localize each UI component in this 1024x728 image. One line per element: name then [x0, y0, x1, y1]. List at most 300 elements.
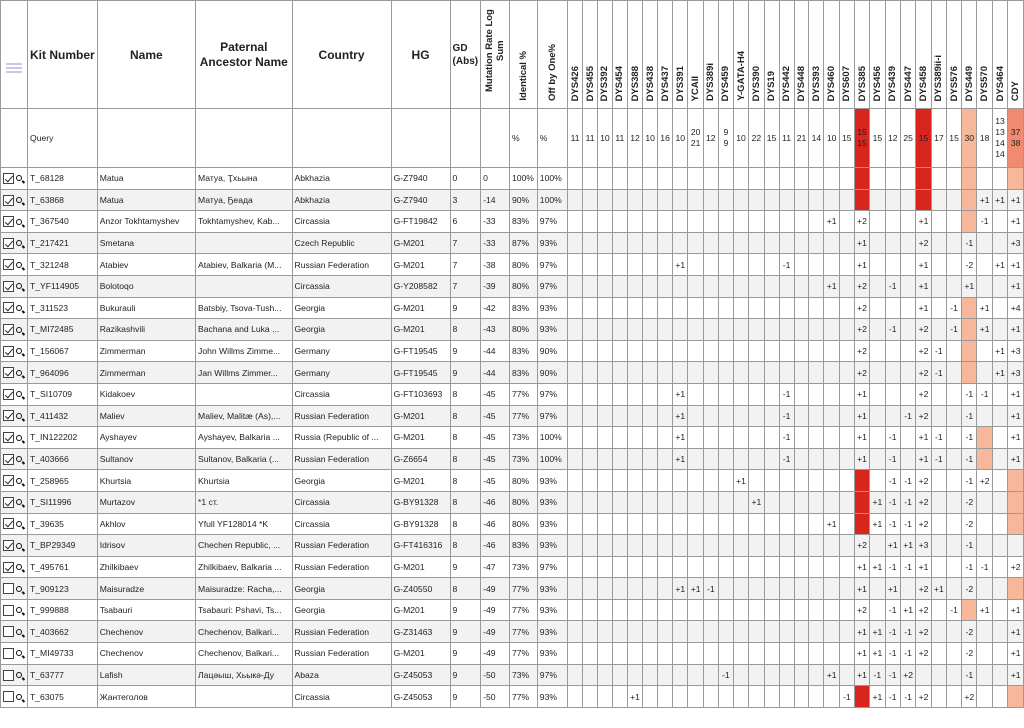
- paternal-ancestor: Матуа, Ҭхьына: [196, 168, 292, 190]
- marker-diff: [718, 621, 733, 643]
- off-by-one-percent: 93%: [537, 643, 567, 665]
- row-checkbox[interactable]: [3, 605, 14, 616]
- marker-diff: [627, 664, 642, 686]
- row-checkbox[interactable]: [3, 216, 14, 227]
- marker-diff: [794, 297, 809, 319]
- marker-diff: [597, 643, 612, 665]
- marker-diff: [688, 491, 703, 513]
- marker-diff: [794, 340, 809, 362]
- marker-header-dys456[interactable]: DYS456: [870, 1, 885, 109]
- marker-diff: +2: [916, 319, 931, 341]
- marker-diff: [764, 556, 779, 578]
- gd-header[interactable]: GD (Abs): [450, 1, 481, 109]
- table-row[interactable]: [1, 535, 1024, 557]
- mutation-rate: -47: [481, 556, 510, 578]
- marker-diff: -1: [900, 405, 915, 427]
- magnifier-icon[interactable]: [16, 370, 22, 376]
- marker-diff: [627, 383, 642, 405]
- marker-diff: [870, 232, 885, 254]
- magnifier-icon[interactable]: [16, 348, 22, 354]
- row-select-cell: [1, 189, 28, 211]
- table-row[interactable]: [1, 427, 1024, 449]
- row-checkbox[interactable]: [3, 302, 14, 313]
- marker-header-dys392[interactable]: DYS392: [597, 1, 612, 109]
- marker-diff: [779, 319, 794, 341]
- marker-diff: [583, 578, 598, 600]
- query-marker-value: [977, 109, 992, 168]
- mutation-rate: -14: [481, 189, 510, 211]
- marker-diff: [718, 211, 733, 233]
- country: Czech Republic: [292, 232, 391, 254]
- marker-diff: [612, 556, 627, 578]
- marker-header-dys447[interactable]: DYS447: [900, 1, 915, 109]
- marker-diff: [673, 556, 688, 578]
- marker-header-cdy[interactable]: CDY: [1008, 1, 1024, 109]
- marker-diff: [643, 340, 658, 362]
- marker-header-dys442[interactable]: DYS442: [779, 1, 794, 109]
- magnifier-icon[interactable]: [16, 197, 22, 203]
- marker-diff: [809, 621, 824, 643]
- row-checkbox[interactable]: [3, 497, 14, 508]
- marker-diff: [779, 189, 794, 211]
- row-checkbox[interactable]: [3, 346, 14, 357]
- magnifier-icon[interactable]: [16, 564, 22, 570]
- query-marker-digit: 15: [842, 132, 852, 143]
- table-row[interactable]: [1, 578, 1024, 600]
- mutation-rate: -45: [481, 470, 510, 492]
- marker-diff: [627, 340, 642, 362]
- magnifier-icon[interactable]: [16, 672, 22, 678]
- marker-diff: [749, 643, 764, 665]
- marker-diff: [992, 319, 1007, 341]
- paternal-ancestor: Maisuradze: Racha,...: [196, 578, 292, 600]
- magnifier-icon[interactable]: [16, 543, 22, 549]
- marker-diff: +1: [627, 686, 642, 708]
- row-checkbox[interactable]: [3, 281, 14, 292]
- magnifier-icon[interactable]: [16, 219, 22, 225]
- marker-diff: [900, 362, 915, 384]
- row-checkbox[interactable]: [3, 691, 14, 702]
- query-marker-value: [612, 109, 627, 168]
- marker-header-dys448[interactable]: DYS448: [794, 1, 809, 109]
- row-checkbox[interactable]: [3, 540, 14, 551]
- query-marker-digit: 9: [723, 127, 729, 137]
- marker-header-dys460[interactable]: DYS460: [824, 1, 839, 109]
- marker-diff: [885, 189, 900, 211]
- marker-diff: [583, 643, 598, 665]
- kit-number: T_63868: [28, 189, 98, 211]
- marker-diff: [658, 578, 673, 600]
- table-row[interactable]: [1, 189, 1024, 211]
- row-checkbox[interactable]: [3, 173, 14, 184]
- marker-diff: -1: [977, 556, 992, 578]
- marker-header-dys438[interactable]: DYS438: [643, 1, 658, 109]
- marker-diff: [870, 578, 885, 600]
- table-row[interactable]: [1, 556, 1024, 578]
- marker-diff: [688, 470, 703, 492]
- identical-percent: 73%: [509, 664, 537, 686]
- marker-diff: [764, 362, 779, 384]
- marker-diff: -1: [885, 599, 900, 621]
- marker-diff: [931, 319, 946, 341]
- marker-diff: [703, 383, 718, 405]
- gd-value: 9: [450, 686, 481, 708]
- marker-diff: [673, 362, 688, 384]
- table-row[interactable]: [1, 319, 1024, 341]
- marker-diff: [1008, 686, 1024, 708]
- magnifier-icon[interactable]: [16, 283, 22, 289]
- kit-number: T_SI11996: [28, 491, 98, 513]
- marker-diff: -1: [931, 427, 946, 449]
- marker-header-dys389ii-i[interactable]: DYS389ii-i: [931, 1, 946, 109]
- marker-header-dys454[interactable]: DYS454: [612, 1, 627, 109]
- row-checkbox[interactable]: [3, 648, 14, 659]
- magnifier-icon[interactable]: [16, 305, 22, 311]
- marker-diff: [977, 491, 992, 513]
- kit-number: T_403662: [28, 621, 98, 643]
- paternal-ancestor: [196, 686, 292, 708]
- marker-diff: [718, 491, 733, 513]
- marker-header-dys449[interactable]: DYS449: [962, 1, 977, 109]
- country-header[interactable]: Country: [292, 1, 391, 109]
- query-marker-value: [583, 109, 598, 168]
- marker-header-dys388[interactable]: DYS388: [627, 1, 642, 109]
- marker-diff: [870, 405, 885, 427]
- marker-diff: +1: [854, 578, 869, 600]
- marker-diff: [749, 297, 764, 319]
- table-row[interactable]: [1, 686, 1024, 708]
- row-checkbox[interactable]: [3, 454, 14, 465]
- row-checkbox[interactable]: [3, 562, 14, 573]
- marker-diff: [583, 427, 598, 449]
- marker-diff: [870, 535, 885, 557]
- magnifier-icon[interactable]: [16, 327, 22, 333]
- marker-diff: -1: [947, 599, 962, 621]
- table-row[interactable]: [1, 643, 1024, 665]
- marker-diff: -1: [962, 664, 977, 686]
- marker-diff: [824, 643, 839, 665]
- row-select-cell: [1, 319, 28, 341]
- marker-diff: -1: [962, 383, 977, 405]
- marker-diff: [749, 470, 764, 492]
- row-checkbox[interactable]: [3, 324, 14, 335]
- identical-percent: 77%: [509, 405, 537, 427]
- hg-header[interactable]: HG: [391, 1, 450, 109]
- marker-diff: -1: [885, 664, 900, 686]
- table-row[interactable]: [1, 513, 1024, 535]
- table-row[interactable]: [1, 664, 1024, 686]
- table-row[interactable]: [1, 340, 1024, 362]
- magnifier-icon[interactable]: [16, 607, 22, 613]
- marker-diff: [703, 448, 718, 470]
- marker-diff: [612, 643, 627, 665]
- paternal-ancestor-header[interactable]: Paternal Ancestor Name: [196, 1, 292, 109]
- marker-header-dys459[interactable]: DYS459: [718, 1, 733, 109]
- magnifier-icon[interactable]: [16, 499, 22, 505]
- row-checkbox[interactable]: [3, 195, 14, 206]
- paternal-ancestor: Ayshayev, Balkaria ...: [196, 427, 292, 449]
- marker-diff: [749, 232, 764, 254]
- marker-diff: [612, 513, 627, 535]
- magnifier-icon[interactable]: [16, 650, 22, 656]
- kit-number: T_MI49733: [28, 643, 98, 665]
- identical-percent: 80%: [509, 275, 537, 297]
- row-checkbox[interactable]: [3, 432, 14, 443]
- magnifier-icon[interactable]: [16, 694, 22, 700]
- magnifier-icon[interactable]: [16, 262, 22, 268]
- magnifier-icon[interactable]: [16, 240, 22, 246]
- marker-diff: [703, 535, 718, 557]
- kit-number-header[interactable]: Kit Number: [28, 1, 98, 109]
- magnifier-icon[interactable]: [16, 435, 22, 441]
- off-by-one-percent: 93%: [537, 232, 567, 254]
- paternal-ancestor: Khurtsia: [196, 470, 292, 492]
- table-row[interactable]: [1, 448, 1024, 470]
- query-marker-value: [733, 109, 748, 168]
- table-row[interactable]: [1, 168, 1024, 190]
- marker-diff: [658, 383, 673, 405]
- marker-diff: [583, 448, 598, 470]
- marker-diff: [597, 383, 612, 405]
- query-marker-digit: 38: [1010, 138, 1021, 148]
- name: Zhilkibaev: [97, 556, 195, 578]
- marker-header-dys389i[interactable]: DYS389i: [703, 1, 718, 109]
- query-marker-digit: 14: [995, 149, 1005, 159]
- table-row[interactable]: [1, 254, 1024, 276]
- marker-diff: [794, 211, 809, 233]
- marker-diff: [703, 297, 718, 319]
- marker-diff: [583, 254, 598, 276]
- marker-diff: [977, 686, 992, 708]
- marker-diff: [627, 578, 642, 600]
- query-marker-digit: 21: [690, 138, 701, 148]
- marker-diff: +1: [885, 535, 900, 557]
- marker-diff: [809, 362, 824, 384]
- marker-diff: [733, 211, 748, 233]
- name: Chechenov: [97, 621, 195, 643]
- row-checkbox[interactable]: [3, 626, 14, 637]
- marker-diff: [718, 686, 733, 708]
- marker-diff: [839, 513, 854, 535]
- haplogroup: G-Z45053: [391, 686, 450, 708]
- magnifier-icon[interactable]: [16, 456, 22, 462]
- marker-header-dys437[interactable]: DYS437: [658, 1, 673, 109]
- row-checkbox[interactable]: [3, 518, 14, 529]
- magnifier-icon[interactable]: [16, 521, 22, 527]
- name: Khurtsia: [97, 470, 195, 492]
- magnifier-icon[interactable]: [16, 586, 22, 592]
- marker-diff: [809, 578, 824, 600]
- off-by-one-percent: 97%: [537, 211, 567, 233]
- off-by-one-header[interactable]: Off by One%: [537, 1, 567, 109]
- marker-header-dys458[interactable]: DYS458: [916, 1, 931, 109]
- marker-header-y-gata-h4[interactable]: Y-GATA-H4: [733, 1, 748, 109]
- marker-diff: [977, 405, 992, 427]
- marker-diff: -1: [931, 448, 946, 470]
- table-row[interactable]: [1, 232, 1024, 254]
- marker-diff: [992, 621, 1007, 643]
- marker-header-dys455[interactable]: DYS455: [583, 1, 598, 109]
- marker-diff: [627, 470, 642, 492]
- row-checkbox[interactable]: [3, 670, 14, 681]
- mutation-rate: -50: [481, 664, 510, 686]
- magnifier-icon[interactable]: [16, 391, 22, 397]
- marker-diff: [824, 599, 839, 621]
- marker-header-dys464[interactable]: DYS464: [992, 1, 1007, 109]
- magnifier-icon[interactable]: [16, 478, 22, 484]
- row-checkbox[interactable]: [3, 410, 14, 421]
- gd-value: 8: [450, 535, 481, 557]
- haplogroup: G-FT416316: [391, 535, 450, 557]
- mutation-rate: -44: [481, 340, 510, 362]
- magnifier-icon[interactable]: [16, 175, 22, 181]
- row-checkbox[interactable]: [3, 475, 14, 486]
- marker-header-dys390[interactable]: DYS390: [749, 1, 764, 109]
- marker-diff: [568, 232, 583, 254]
- query-marker-value: [718, 109, 733, 168]
- marker-diff: [977, 448, 992, 470]
- marker-diff: [809, 168, 824, 190]
- marker-diff: [764, 621, 779, 643]
- marker-diff: [947, 189, 962, 211]
- marker-header-dys576[interactable]: DYS576: [947, 1, 962, 109]
- marker-diff: [658, 427, 673, 449]
- marker-diff: [977, 275, 992, 297]
- marker-header-ycaii[interactable]: YCAII: [688, 1, 703, 109]
- off-by-one-percent: 93%: [537, 686, 567, 708]
- marker-diff: [839, 168, 854, 190]
- marker-diff: [870, 319, 885, 341]
- paternal-ancestor: Zhilkibaev, Balkaria ...: [196, 556, 292, 578]
- marker-diff: [794, 168, 809, 190]
- marker-diff: [824, 448, 839, 470]
- marker-diff: [643, 513, 658, 535]
- marker-header-dys439[interactable]: DYS439: [885, 1, 900, 109]
- marker-diff: [779, 168, 794, 190]
- query-marker-value: [824, 109, 839, 168]
- mutation-rate: -50: [481, 686, 510, 708]
- table-row[interactable]: [1, 470, 1024, 492]
- identical-percent: 83%: [509, 340, 537, 362]
- magnifier-icon[interactable]: [16, 413, 22, 419]
- marker-header-dys607[interactable]: DYS607: [839, 1, 854, 109]
- marker-diff: [870, 448, 885, 470]
- marker-header-dys393[interactable]: DYS393: [809, 1, 824, 109]
- name: Maisuradze: [97, 578, 195, 600]
- marker-diff: [794, 643, 809, 665]
- marker-diff: [703, 643, 718, 665]
- select-all-header[interactable]: [1, 1, 28, 109]
- table-row[interactable]: [1, 599, 1024, 621]
- table-row[interactable]: [1, 621, 1024, 643]
- marker-diff: [764, 686, 779, 708]
- marker-diff: [703, 168, 718, 190]
- name: Zimmerman: [97, 362, 195, 384]
- country: Russian Federation: [292, 621, 391, 643]
- table-row[interactable]: [1, 405, 1024, 427]
- row-checkbox[interactable]: [3, 367, 14, 378]
- table-row[interactable]: [1, 362, 1024, 384]
- name: Ayshayev: [97, 427, 195, 449]
- row-checkbox[interactable]: [3, 389, 14, 400]
- haplogroup: G-Z6654: [391, 448, 450, 470]
- paternal-ancestor: Tsabauri: Pshavi, Ts...: [196, 599, 292, 621]
- marker-diff: +1: [673, 383, 688, 405]
- marker-diff: [809, 211, 824, 233]
- marker-header-dys570[interactable]: DYS570: [977, 1, 992, 109]
- marker-diff: [992, 427, 1007, 449]
- marker-diff: [703, 232, 718, 254]
- table-row[interactable]: [1, 383, 1024, 405]
- marker-diff: +3: [916, 535, 931, 557]
- marker-diff: [688, 556, 703, 578]
- marker-diff: [764, 232, 779, 254]
- marker-diff: [839, 578, 854, 600]
- marker-diff: [597, 664, 612, 686]
- marker-diff: [597, 535, 612, 557]
- marker-header-dys426[interactable]: DYS426: [568, 1, 583, 109]
- marker-diff: [885, 297, 900, 319]
- row-checkbox[interactable]: [3, 238, 14, 249]
- marker-diff: [779, 297, 794, 319]
- row-checkbox[interactable]: [3, 583, 14, 594]
- table-row[interactable]: [1, 297, 1024, 319]
- query-marker-digit: 37: [1010, 127, 1021, 137]
- mutation-rate-header[interactable]: Mutation Rate Log Sum: [481, 1, 510, 109]
- name-header[interactable]: Name: [97, 1, 195, 109]
- row-checkbox[interactable]: [3, 259, 14, 270]
- marker-diff: [839, 383, 854, 405]
- marker-header-dys19[interactable]: DYS19: [764, 1, 779, 109]
- marker-diff: [764, 448, 779, 470]
- marker-diff: [809, 275, 824, 297]
- country: Georgia: [292, 297, 391, 319]
- marker-diff: [612, 232, 627, 254]
- marker-diff: [900, 340, 915, 362]
- marker-diff: [612, 405, 627, 427]
- query-marker-digit: 13: [995, 116, 1005, 126]
- haplogroup: G-FT19545: [391, 340, 450, 362]
- query-marker-value: [931, 109, 946, 168]
- marker-diff: +1: [673, 427, 688, 449]
- marker-diff: +2: [916, 513, 931, 535]
- table-row[interactable]: [1, 491, 1024, 513]
- marker-diff: [658, 686, 673, 708]
- marker-header-dys391[interactable]: DYS391: [673, 1, 688, 109]
- marker-diff: [597, 362, 612, 384]
- query-marker-digit: 20: [690, 127, 701, 137]
- marker-diff: [824, 686, 839, 708]
- table-row[interactable]: [1, 275, 1024, 297]
- marker-diff: [947, 362, 962, 384]
- marker-diff: [931, 686, 946, 708]
- table-row[interactable]: [1, 211, 1024, 233]
- mutation-rate: -49: [481, 643, 510, 665]
- marker-diff: [688, 621, 703, 643]
- magnifier-icon[interactable]: [16, 629, 22, 635]
- marker-diff: [733, 599, 748, 621]
- identical-header[interactable]: Identical %: [509, 1, 537, 109]
- marker-diff: -1: [962, 427, 977, 449]
- paternal-ancestor: Матуа, Ҕеада: [196, 189, 292, 211]
- marker-diff: [688, 448, 703, 470]
- marker-diff: +1: [854, 621, 869, 643]
- marker-diff: [824, 319, 839, 341]
- marker-diff: [597, 211, 612, 233]
- marker-header-dys385[interactable]: DYS385: [854, 1, 869, 109]
- name: Tsabauri: [97, 599, 195, 621]
- query-marker-value: [658, 109, 673, 168]
